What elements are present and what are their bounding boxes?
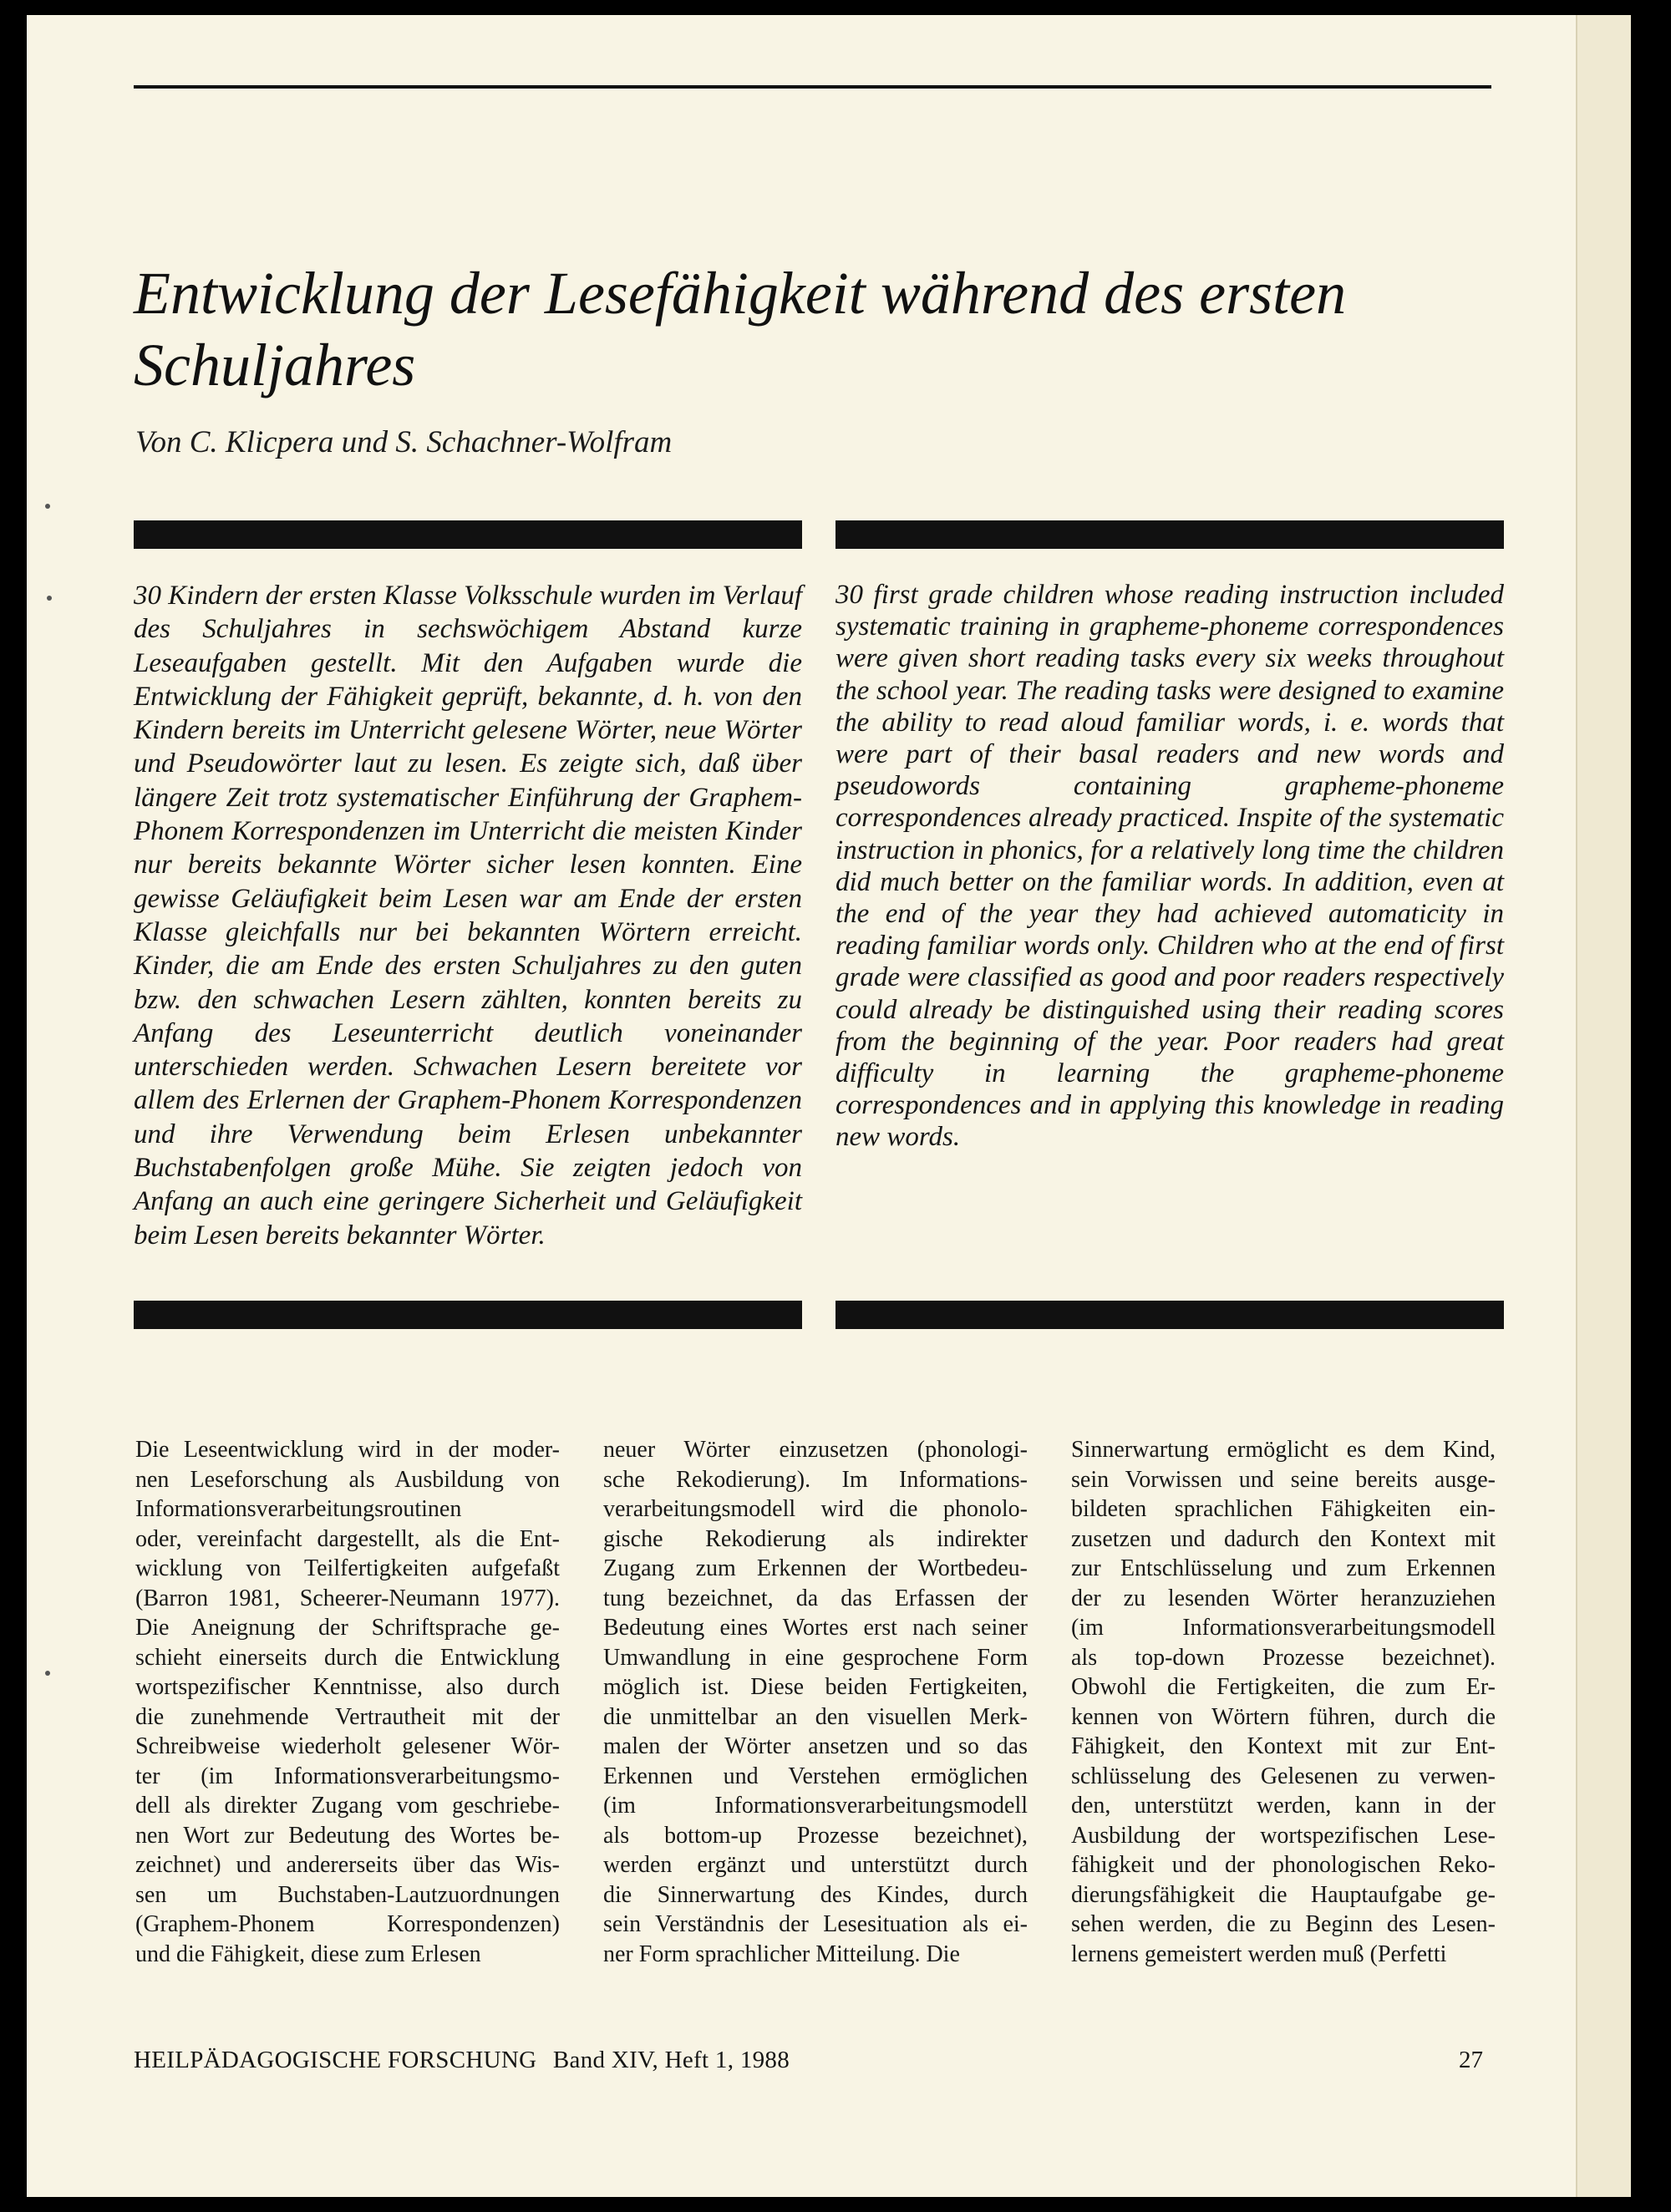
- body-text-line: nen Leseforschung als Ausbildung von: [135, 1466, 560, 1493]
- body-text-line: fähigkeit und der phonologischen Reko-: [1071, 1852, 1496, 1878]
- body-text-line: (im Informationsverarbeitungsmodell: [603, 1793, 1028, 1819]
- body-text-line: neuer Wörter einzusetzen (phonologi-: [603, 1437, 1028, 1463]
- body-text-line: sein Verständnis der Lesesituation als ei-: [603, 1911, 1028, 1937]
- abstract-english: [836, 520, 1504, 1154]
- body-column-3: [1071, 1435, 1496, 1969]
- body-text-line: ter (im Informationsverarbeitungsmo-: [135, 1763, 560, 1789]
- body-text-line: als bottom-up Prozesse bezeichnet),: [603, 1822, 1028, 1849]
- body-column-2: [603, 1435, 1028, 1969]
- body-text-line: dell als direkter Zugang vom geschriebe-: [135, 1793, 560, 1819]
- scan-speck: [45, 504, 50, 509]
- body-text-line: (Graphem-Phonem Korrespondenzen): [135, 1911, 560, 1937]
- body-text-line: kennen von Wörtern führen, durch die: [1071, 1703, 1496, 1730]
- abstract-bar-bottom: [134, 1301, 802, 1329]
- body-text-line: (Barron 1981, Scheerer-Neumann 1977).: [135, 1585, 560, 1611]
- body-text-line: Obwohl die Fertigkeiten, die zum Er-: [1071, 1674, 1496, 1700]
- body-text-line: Umwandlung in eine gesprochene Form: [603, 1644, 1028, 1671]
- body-text-line: Erkennen und Verstehen ermöglichen: [603, 1763, 1028, 1789]
- body-text-line: Schreibweise wiederholt gelesener Wör-: [135, 1733, 560, 1759]
- body-text-line: Fähigkeit, den Kontext mit zur Ent-: [1071, 1733, 1496, 1759]
- body-text-line: verarbeitungsmodell wird die phonolo-: [603, 1496, 1028, 1522]
- abstract-bar-top: [134, 520, 802, 549]
- body-text-line: sche Rekodierung). Im Informations-: [603, 1466, 1028, 1493]
- body-text-line: tung bezeichnet, da das Erfassen der: [603, 1585, 1028, 1611]
- body-text-line: zusetzen und dadurch den Kontext mit: [1071, 1525, 1496, 1552]
- body-text-line: und die Fähigkeit, diese zum Erlesen: [135, 1941, 481, 1967]
- journal-name: HEILPÄDAGOGISCHE FORSCHUNG: [134, 2047, 537, 2073]
- body-text-line: gische Rekodierung als indirekter: [603, 1525, 1028, 1552]
- journal-page: [27, 15, 1631, 2197]
- body-text-line: ner Form sprachlicher Mitteilung. Die: [603, 1941, 960, 1967]
- body-text-line: lernens gemeistert werden muß (Perfetti: [1071, 1941, 1447, 1967]
- article-title-line-1: Entwicklung der Lesefähigkeit während des ersten: [134, 260, 1347, 327]
- body-text-line: als top-down Prozesse bezeichnet).: [1071, 1644, 1496, 1671]
- footer-citation: [134, 2047, 790, 2074]
- issue-info: Band XIV, Heft 1, 1988: [552, 2047, 790, 2073]
- abstract-bar-bottom: [836, 1301, 1504, 1329]
- body-text-line: Zugang zum Erkennen der Wortbedeu-: [603, 1555, 1028, 1581]
- top-rule: [134, 85, 1491, 89]
- body-text-line: werden ergänzt und unterstützt durch: [603, 1852, 1028, 1878]
- body-text-line: der zu lesenden Wörter heranzuziehen: [1071, 1585, 1496, 1611]
- body-text-line: zeichnet) und andererseits über das Wis-: [135, 1852, 560, 1878]
- body-text-line: wortspezifischer Kenntnisse, also durch: [135, 1674, 560, 1700]
- body-text-line: die Sinnerwartung des Kindes, durch: [603, 1881, 1028, 1908]
- body-text-line: Die Leseentwicklung wird in der moder-: [135, 1437, 560, 1463]
- body-text-line: wicklung von Teilfertigkeiten aufgefaßt: [135, 1555, 560, 1581]
- abstract-english-text: 30 first grade children whose reading instruction included systematic training in grapheme-phoneme correspondences were given short reading tasks every six weeks throughout the school year. The reading tasks were designed to examine the ability to read aloud familiar words, i. e. words that were part of their basal readers and new words and pseudowords containing grapheme-phoneme correspondences already practiced. Inspite of the systematic instruction in phonics, for a relatively long time the children did much better on the familiar words. In addition, even at the end of the year they had achieved automaticity in reading familiar words only. Children who at the end of first grade were classified as good and poor readers respectively could already be distinguished using their reading scores from the beginning of the year. Poor readers had great difficulty in learning the grapheme-phoneme correspondences and in applying this knowledge in reading new words.: [836, 580, 1504, 1153]
- body-text-line: oder, vereinfacht dargestellt, als die Ent-: [135, 1525, 560, 1552]
- body-text-line: zur Entschlüsselung und zum Erkennen: [1071, 1555, 1496, 1581]
- body-text-line: Sinnerwartung ermöglicht es dem Kind,: [1071, 1437, 1496, 1463]
- page-edge-strip: [1576, 15, 1631, 2197]
- scan-speck: [47, 596, 52, 601]
- body-text-line: Ausbildung der wortspezifischen Lese-: [1071, 1822, 1496, 1849]
- abstract-bar-top: [836, 520, 1504, 549]
- body-text-line: nen Wort zur Bedeutung des Wortes be-: [135, 1822, 560, 1849]
- body-text-line: den, unterstützt werden, kann in der: [1071, 1793, 1496, 1819]
- byline: Von C. Klicpera und S. Schachner-Wolfram: [135, 425, 673, 459]
- body-text-line: die zunehmende Vertrautheit mit der: [135, 1703, 560, 1730]
- body-text-line: dierungsfähigkeit die Hauptaufgabe ge-: [1071, 1881, 1496, 1908]
- body-text-line: malen der Wörter ansetzen und so das: [603, 1733, 1028, 1759]
- body-text-line: Die Aneignung der Schriftsprache ge-: [135, 1615, 560, 1641]
- body-column-1: [135, 1435, 560, 1969]
- body-text-line: Informationsverarbeitungsroutinen: [135, 1496, 462, 1522]
- body-text-line: sehen werden, die zu Beginn des Lesen-: [1071, 1911, 1496, 1937]
- body-text-line: sen um Buchstaben-Lautzuordnungen: [135, 1881, 560, 1908]
- body-text-line: die unmittelbar an den visuellen Merk-: [603, 1703, 1028, 1730]
- page-number: 27: [1459, 2047, 1483, 2073]
- abstract-german-text: 30 Kindern der ersten Klasse Volksschule wurden im Verlauf des Schuljahres in sechswöchigem Abstand kurze Leseaufgaben gestellt. Mit den Aufgaben wurde die Entwicklung der Fähigkeit geprüft, bekannte, d. h. von den Kindern bereits im Unterricht gelesene Wörter, neue Wörter und Pseudowörter laut zu lesen. Es zeigte sich, daß über längere Zeit trotz systematischer Einführung der Graphem-Phonem Korrespondenzen im Unterricht die meisten Kinder nur bereits bekannte Wörter sicher lesen konnten. Eine gewisse Geläufigkeit beim Lesen war am Ende der ersten Klasse gleichfalls nur bei bekannten Wörtern erreicht. Kinder, die am Ende des ersten Schuljahres zu den guten bzw. den schwachen Lesern zählten, konnten bereits zu Anfang des Leseunterricht deutlich voneinander unterschieden werden. Schwachen Lesern bereitete vor allem des Erlernen der Graphem-Phonem Korrespondenzen und ihre Verwendung beim Erlesen unbekannter Buchstabenfolgen große Mühe. Sie zeigten jedoch von Anfang an auch eine geringere Sicherheit und Geläufigkeit beim Lesen bereits bekannter Wörter.: [134, 581, 802, 1251]
- body-text-line: schlüsselung des Gelesenen zu verwen-: [1071, 1763, 1496, 1789]
- body-text-line: sein Vorwissen und seine bereits ausge-: [1071, 1466, 1496, 1493]
- body-text-line: schieht einerseits durch die Entwicklung: [135, 1644, 560, 1671]
- body-text-line: bildeten sprachlichen Fähigkeiten ein-: [1071, 1496, 1496, 1522]
- abstract-german: [134, 520, 802, 1252]
- scan-speck: [45, 1671, 50, 1676]
- body-text-line: (im Informationsverarbeitungsmodell: [1071, 1615, 1496, 1641]
- article-title: [134, 257, 1504, 401]
- article-title-line-2: Schuljahres: [134, 332, 416, 398]
- body-text-line: Bedeutung eines Wortes erst nach seiner: [603, 1615, 1028, 1641]
- body-text-line: möglich ist. Diese beiden Fertigkeiten,: [603, 1674, 1028, 1700]
